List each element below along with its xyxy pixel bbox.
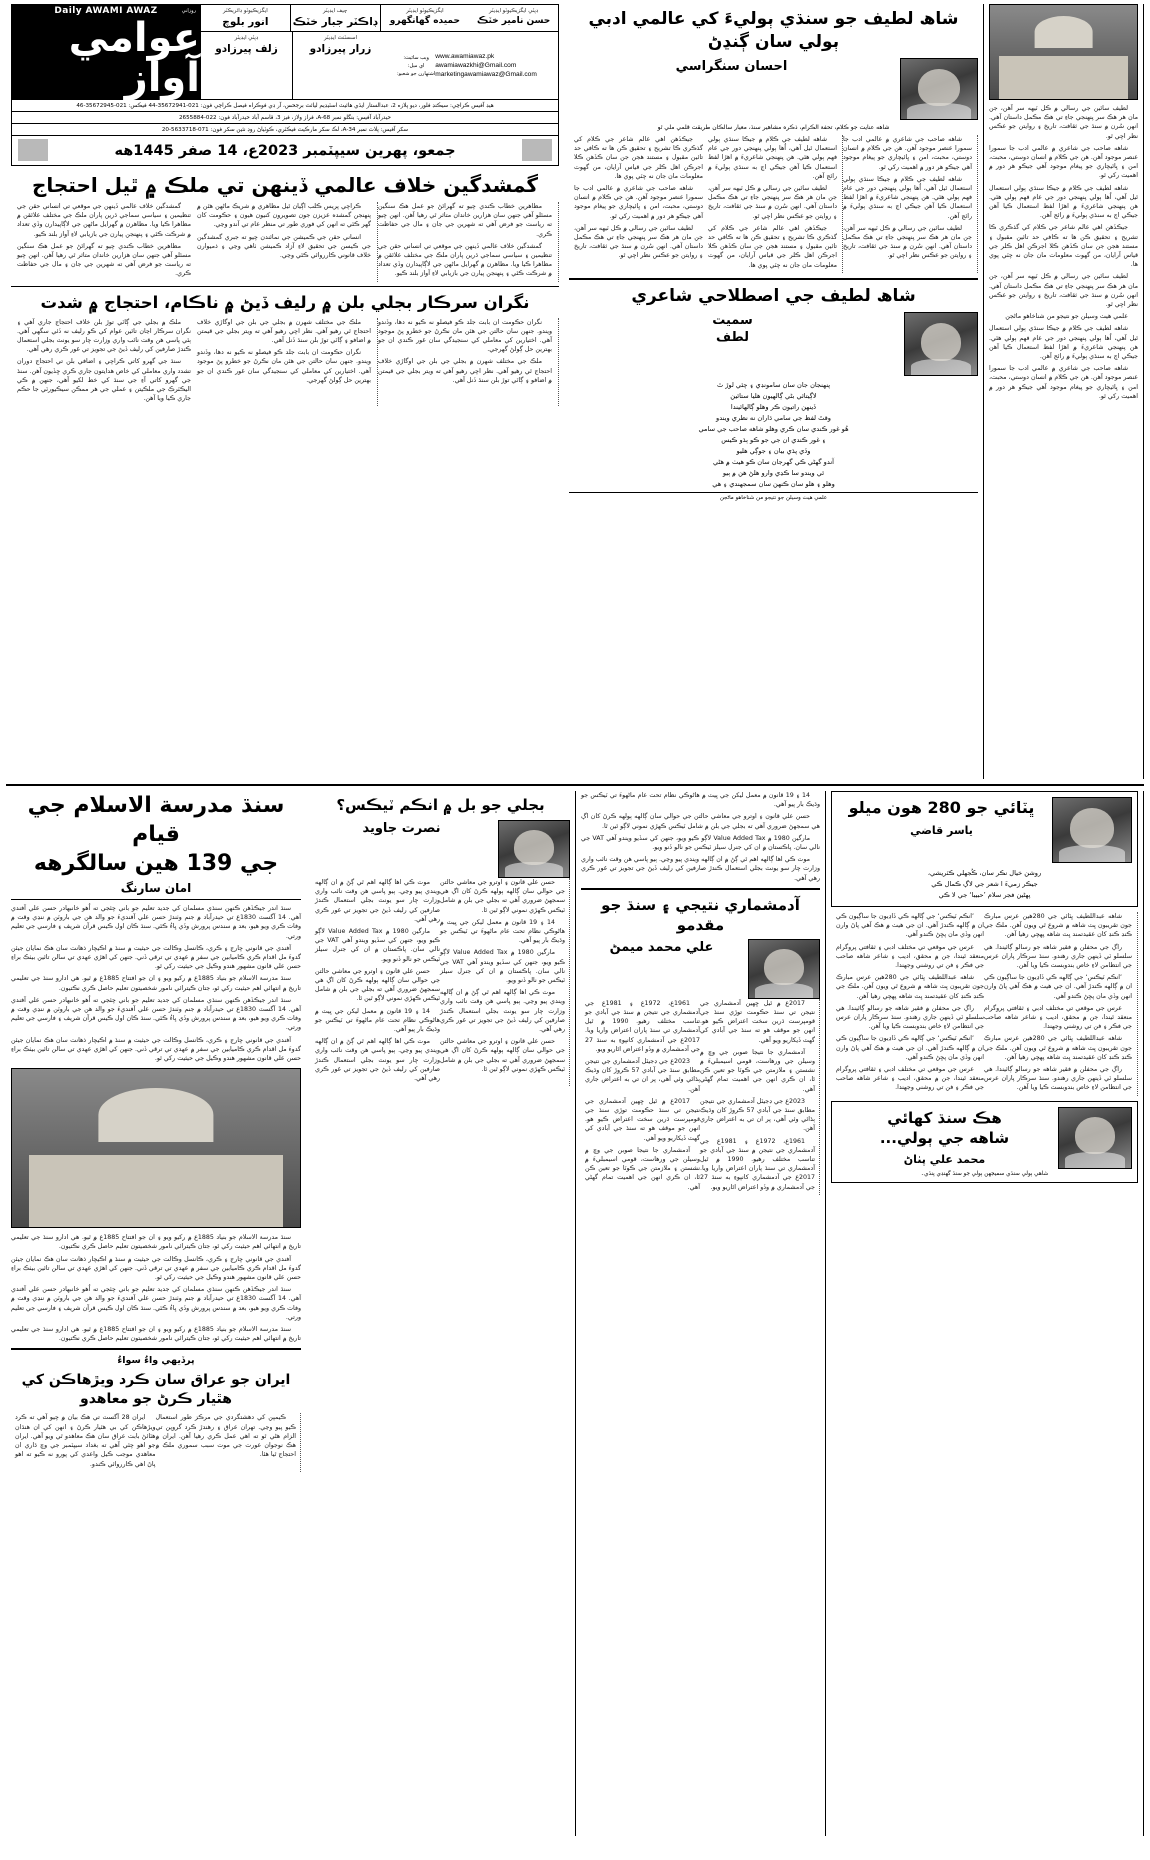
paragraph: شاهه عبداللطيف ڀٽائي جي 280هين عرس مبارڪ جون تقريبون ڀٽ شاهه ۾ شروع ٿي ويون آهن. ملڪ جي ڪنڊ ڪنڊ کان عقيدتمند ڀٽ شاهه پهچي رهيا آهن. xyxy=(836,974,984,1000)
poem-line: وقتَ لفظ جي سامي ڌاران نه نظري ويندو xyxy=(716,413,831,422)
staff-role: ڊپٽي ايگزيڪيوٽو ايڊيٽر xyxy=(489,8,539,14)
lead-col-3 xyxy=(378,202,559,282)
marketing-email[interactable]: marketingawamiawaz@Gmail.com xyxy=(435,71,537,78)
staff-name: زرار پيرزادو xyxy=(309,43,372,55)
paragraph: شاهه عبداللطيف ڀٽائي جي 280هين عرس مبارڪ جون تقريبون ڀٽ شاهه ۾ شروع ٿي ويون آهن. ملڪ جي ڪنڊ ڪنڊ کان عقيدتمند ڀٽ شاهه پهچي رهيا آهن. xyxy=(984,1035,1132,1061)
divider xyxy=(11,286,559,287)
paragraph: 2017ع ۾ ٿيل ڇهين آدمشماري جي نتيجن تي سنڌ حڪومت توڙي سنڌ جي قومپرست ڌرين سخت اعتراض ڪيو هو. انهن جو موقف هو ته سنڌ جي آبادي کي گهٽ ڏيکاريو ويو آهي. xyxy=(700,999,815,1044)
divider xyxy=(581,888,820,890)
website-label: ويب سائيٽ: xyxy=(403,54,429,61)
lead-headline[interactable]: گمشدگين خلاف عالمي ڏينهن تي ملڪ ۾ ٿيل احتجاج xyxy=(31,173,539,197)
paragraph: ’انڪم ٽيڪس‘ جي ڳالهه ڪي ڏاڍيون جا ساڳيون ڪي ان ۾ ڳالهه ڪندڙ آهي. ان جي هيٺ ۾ هڪ آهي پاڻ وارن انهن وڏي مان پڇڻ ڪندو آهي. xyxy=(836,1035,984,1061)
lead-col-1 xyxy=(11,202,191,282)
paragraph: سنڌ اندر جيڪڏهن ڪنهن سنڌي مسلمان کي جديد تعليم جو باني چئجي ته اُهو خانبهادر حسن علي آفندي آهي. 14 آگسٽ 1830ع تي حيدرآباد ۾ جنم وٺندڙ حسن علي آفنديءَ جو والد هن جي باروٽن ۾ ننڍي وقت ۾ وفات ڪري ويو هيو، بعد ۾ سندس پرورش وڏي ڀاءُ ڪئي. سنڌ ڪان اول ڪيس قرآن شريف ۽ فارسي جي تعليم ورتي. xyxy=(11,996,301,1032)
paragraph: انساني حقن جي ڪميشن جي نمائندن چيو ته جبري گمشدگين جي ڪيسن جي تحقيق لاءِ آزاد ڪميشن ٺاهي وڃي ۽ ذميوارن خلاف قانوني ڪارروائي ڪئي وڃي. xyxy=(197,233,371,260)
dateline-band xyxy=(11,136,559,166)
paragraph: مارگين 1980 ۾ Value Added Tax لاڳو ڪيو ويو، جنهن کي سڏيو ويندو آهي VAT جي نالي سان. پاڪستان ۾ ان کي جنرل سيلز ٽيڪس جو نالو ڏنو ويو. xyxy=(315,928,440,963)
feature4-headline[interactable]: آدمشماري نتيجي ۽ سنڌ جو مقدمو xyxy=(601,895,800,934)
top-section xyxy=(6,4,1144,779)
paragraph: شاهه صاحب جي شاعري ۾ عالمي ادب جا سمورا عنصر موجود آهن. هن جي ڪلام ۾ انسان دوستي، محبت، امن ۽ ڀائيچاري جو پيغام موجود آهي جيڪو هر دور ۾ اهميت رکي ٿو. xyxy=(989,365,1138,400)
paragraph: شاهه لطيف جي ڪلام ۾ جيڪا سنڌي ٻولي استعمال ٿيل آهي، اُها ٻولي پنهنجي دور جي عام فهم ٻولي هئي. هن پنهنجي شاعريءَ ۾ اهڙا لفظ استعمال ڪيا آهن جيڪي اڄ به سنڌي ٻوليءَ ۾ رائج آهن. xyxy=(989,325,1138,361)
feature2-author-line1: سميت xyxy=(712,312,753,328)
newspaper-logo xyxy=(12,5,200,99)
paragraph: شاهه لطيف جي ڪلام ۾ جيڪا سنڌي ٻولي استعمال ٿيل آهي، اُها ٻولي پنهنجي دور جي عام فهم ٻولي هئي. هن پنهنجي شاعريءَ ۾ اهڙا لفظ استعمال ڪيا آهن جيڪي اڄ به سنڌي ٻوليءَ ۾ رائج آهن. xyxy=(989,184,1138,220)
masthead xyxy=(11,4,559,100)
staff-name: حسن نامير خٽڪ xyxy=(477,16,551,26)
publication-date: جمعو، پهرين سيپٽمبر 2023ع، 14 صفر 1445هه xyxy=(114,142,456,159)
bhitai-head-row xyxy=(837,797,1132,863)
sukkur-office-address: سکر آفيس: پلاٽ نمبر A-34، لڪ سکر مارڪيٽ فيڪٽري، ڪوٽياڻ روڊ نئين سکر فون: 071-5633718-20 xyxy=(12,123,558,135)
staff-role: ڊپٽي ايڊيٽر xyxy=(234,35,259,41)
feature5-headline[interactable]: ڀٽائي جو 280 هون ميلو xyxy=(848,798,1035,817)
feature2-author-line2: لطف xyxy=(715,329,750,345)
bhitai-title-block xyxy=(837,797,1046,839)
feature6-caption: شاهي ٻولي سنڌي سميجهن ٻولي جو سنڌ گهنڊي پنڌي۔ xyxy=(920,1170,1049,1177)
madrasa-byline: امان سارنگ xyxy=(120,881,192,895)
address-block xyxy=(11,100,559,136)
madrasa-headline-line1[interactable]: سنڌ مدرسة الاسلام جي قيام xyxy=(27,793,285,847)
feature3-author-photo xyxy=(498,820,570,878)
staff-name: حميده گهانگهرو xyxy=(389,16,460,26)
feature5-col-1 xyxy=(831,912,984,1096)
bijli-column xyxy=(306,791,576,1836)
feature3-col-2 xyxy=(440,878,570,1086)
paragraph: ’انڪم ٽيڪس‘ جي ڳالهه ڪي ڏاڍيون جا ساڳيون ڪي ان ۾ ڳالهه ڪندڙ آهي. ان جي هيٺ ۾ هڪ آهي پاڻ وارن انهن وڏي مان پڇڻ ڪندو آهي. xyxy=(836,913,984,939)
paragraph: حسن علي قانون ۽ اوترو جي معاشي حالتن جي حوالي سان ڳالهه ٻولهه ڪرڻ کان اڳ هي سمجهڻ ضروري آهي ته بجلي جي بلن ۾ شامل ٽيڪس ڪهڙي نموني لاڳو ٿين ٿا. xyxy=(315,967,440,1003)
paragraph: 14 ۽ 19 قانون ۾ معمل ليکن جي ڀيٽ ۾ هاڻوڪي نظام تحت عام ماڻهوءَ تي ٽيڪس جو وڌيڪ بار پيو آهي. xyxy=(581,792,820,809)
feature4-body xyxy=(581,999,820,1195)
feature1-col-3 xyxy=(843,135,978,273)
foreign-col-1 xyxy=(11,1413,156,1471)
website-url[interactable]: www.awamiawaz.pk xyxy=(435,53,495,60)
poem-line: روشن خيال نڪر سان، ڪُجهلي ڪٽريشي، xyxy=(927,869,1042,877)
staff-role: اسسٽنٽ ايڊيٽر xyxy=(323,35,357,41)
poem-line: ۽ غور ڪندي ان جي جو ڪو ٻڌو ڪيس xyxy=(721,435,826,444)
paragraph: آدمشماري جا نتيجا صوبن جي وچ ۾ وسيلن جي ورهاست، قومي اسيمبليءَ ۾ نشستن ۽ ملازمتن جي ڪوٽا جو تعين ڪن ٿا، ان ڪري انهن جي اهميت تمام گهڻي آهي. xyxy=(700,1048,815,1093)
shah-boli-head-row xyxy=(837,1107,1132,1169)
feature5-author-photo xyxy=(1052,797,1132,863)
paragraph: راڳ جي محفلن ۾ فقير شاهه جو رسالو ڳائيندا. هي سلسلو ٽي ڏينهن جاري رهندو. سنڌ سرڪار پاران عرس جي انتظامن لاءِ خاص بندوبست ڪيا ويا آهن. xyxy=(836,1004,984,1031)
date-left-block xyxy=(18,139,48,161)
paragraph: شاهه صاحب جي شاعري ۾ عالمي ادب جا سمورا عنصر موجود آهن. هن جي ڪلام ۾ انسان دوستي، محبت، امن ۽ ڀائيچاري جو پيغام موجود آهي جيڪو هر دور ۾ اهميت رکي ٿو. xyxy=(843,136,972,171)
news-column xyxy=(6,4,564,779)
paragraph: 1961ع، 1972ع ۽ 1981ع جي آدمشماري جي نتيجن ۾ سنڌ جي آبادي جو تناسب مختلف رهيو. 1990 ۾ ٿيل آدمشماري تي سنڌ پاران اعتراض واريا ويا. 2017ع جي آدمشماري کانپوءِ به سنڌ 27 جي آدمشماري ۾ وڏو اعتراض اٿاريو ويو. xyxy=(700,1137,815,1191)
paragraph: شاهه لطيف جي ڪلام ۾ جيڪا سنڌي ٻولي استعمال ٿيل آهي، اُها ٻولي پنهنجي دور جي عام فهم ٻولي هئي. هن پنهنجي شاعريءَ ۾ اهڙا لفظ استعمال ڪيا آهن جيڪي اڄ به سنڌي ٻوليءَ ۾ رائج آهن. xyxy=(843,175,972,220)
poem-line: ٿي ويندو سا ڪڍي وارو هلڻ هن ۾ ٻيو xyxy=(722,468,825,477)
paragraph: ’انڪم ٽيڪس‘ جي ڳالهه ڪي ڏاڍيون جا ساڳيون ڪي ان ۾ ڳالهه ڪندڙ آهي. ان جي هيٺ ۾ هڪ آهي پاڻ وارن انهن وڏي مان پڇڻ ڪندو آهي. xyxy=(984,974,1132,1000)
staff-exec-director xyxy=(200,5,290,31)
paragraph: گمشدگين خلاف عالمي ڏينهن جي موقعي تي انساني حقن جي تنظيمين ۽ سياسي سماجي ڌرين پاران ملڪ جي مختلف علائقن ۾ مظاهرا ڪيا ويا. مظاهرن ۾ گهرايل ماڻهن جي لاڳاپيدارن وڏي تعداد ۾ شرڪت ڪئي ۽ پنهنجن پيارن جي بازيابي لاءِ آواز بلند ڪيو. xyxy=(17,203,191,238)
paragraph: عرس جي موقعي تي مختلف ادبي ۽ ثقافتي پروگرام منعقد ٿيندا، جن ۾ محقق، اديب ۽ شاعر شاهه صاحب جي فڪر ۽ فن تي روشني وجهندا. xyxy=(836,943,984,970)
paragraph: 14 ۽ 19 قانون ۾ معمل ليکن جي ڀيٽ ۾ هاڻوڪي نظام تحت عام ماڻهوءَ تي ٽيڪس جو وڌيڪ بار پيو آهي. xyxy=(440,918,565,945)
second-headline[interactable]: نگران سرڪار بجلي بلن ۾ رليف ڏيڻ ۾ ناڪام، احتجاج ۾ شدت xyxy=(40,292,530,312)
feature4-col-1 xyxy=(581,999,700,1195)
paragraph: آفندي جي قانوني چارج ۽ ڪري، ڪانسل وڪالت جي حيثيت ۾ سنڌ ۾ اڪيچار ذهانت سان هڪ نمايان جيئن گدوءَ مل اقدام ڪري ڪاميابين جي سفر ۾ عهدي تي ترقي ڏني. جنهن کي اهڙي عهدي تي سالن تائين بيٺڪ براءِ حسن علي قانون مشهور هندو وڪيل جي حيثيت رکي ٿو. xyxy=(11,1036,301,1063)
lead-col-2 xyxy=(191,202,378,282)
paragraph: ملڪ جي مختلف شهرن ۾ بجلي جي بلن جي اوگاڙي خلاف احتجاج ٿي رهيو آهي. نظر اچي رهيو آهي ته ويتر بجلي جي قيمتن ۾ اضافو ۽ ڳاٽي توڙ بلن سنڌ ڏنل آهي. xyxy=(197,318,371,345)
shah-boli-title-block xyxy=(837,1108,1052,1168)
paragraph: مارگين 1980 ۾ Value Added Tax لاڳو ڪيو ويو، جنهن کي سڏيو ويندو آهي VAT جي نالي سان. پاڪستان ۾ ان کي جنرل سيلز ٽيڪس جو نالو ڏنو ويو. xyxy=(581,834,820,852)
paragraph: موٽ ڪي اها ڳالهه اهم ٿي ڳڻ ۾ ان ڳالهه ويندي پيو وڃي. ٻيو پاسي هن وقت نائب واري وزارت چار سو يونٽ بجلي استعمال ڪندڙ صارفين کي رليف ڏيڻ جي تجويز تي غور ڪري رهي آهي. xyxy=(440,989,565,1034)
feature1-body xyxy=(569,135,978,273)
paragraph: موٽ ڪي اها ڳالهه اهم ٿي ڳڻ ۾ ان ڳالهه ويندي پيو وڃي. ٻيو پاسي هن وقت نائب واري وزارت چار سو يونٽ بجلي استعمال ڪندڙ صارفين کي رليف ڏيڻ جي تجويز تي غور ڪري رهي آهي. xyxy=(581,856,820,882)
head-office-address: هيڊ آفيس ڪراچي: سيڪنڊ فلور، ديو پلازه 2، عبدالستار ايڌي هائيٽ اسٽيڊيم ليائٽ برجحس، آر ڊي فوڪراه فيصل ڪراچي فون: 021-35672941-44 فيڪس: 021-35672945-46 xyxy=(76,102,494,109)
madrasa-body-2 xyxy=(11,1233,301,1343)
census-top-body xyxy=(581,791,820,883)
feature4-author: علي محمد ميمڻ xyxy=(609,939,714,955)
feature1-author-photo xyxy=(900,58,978,120)
section-divider xyxy=(6,784,1144,786)
paragraph: 1961ع، 1972ع ۽ 1981ع جي آدمشماري جي نتيجن ۾ سنڌ جي آبادي جو تناسب مختلف رهيو. 1990 ۾ ٿيل آدمشماري تي سنڌ پاران اعتراض واريا ويا. 2017ع جي آدمشماري کانپوءِ به سنڌ 27 جي آدمشماري ۾ وڏو اعتراض اٿاريو ويو. xyxy=(585,999,700,1053)
madrasa-column xyxy=(6,791,306,1836)
census-column xyxy=(576,791,826,1836)
feature1-col-2 xyxy=(703,135,843,273)
feature3-head-row xyxy=(311,820,570,878)
poem-line: جيڪر زميءَ ا شعر جي لاڳ ڪمال ڪي xyxy=(931,880,1038,888)
paragraph: شاهه لطيف جي ڪلام ۾ جيڪا سنڌي ٻولي استعمال ٿيل آهي، اُها ٻولي پنهنجي دور جي عام فهم ٻولي هئي. هن پنهنجي شاعريءَ ۾ اهڙا لفظ استعمال ڪيا آهن جيڪي اڄ به سنڌي ٻوليءَ ۾ رائج آهن. xyxy=(708,136,837,180)
feature2-author-block xyxy=(569,312,896,346)
poem-line: وهلو ۽ هلو سان ڪنهن سان سمجهندي ۽ هي xyxy=(712,479,835,488)
paragraph: عرس جي موقعي تي مختلف ادبي ۽ ثقافتي پروگرام منعقد ٿيندا، جن ۾ محقق، اديب ۽ شاعر شاهه صاحب جي فڪر ۽ فن تي روشني وجهندا. xyxy=(984,1004,1132,1031)
feature6-headline-line1[interactable]: هڪ سنڌ کھائي xyxy=(887,1108,1002,1127)
email-label: اي ميل: xyxy=(407,62,425,69)
masthead-staff-area xyxy=(200,5,558,99)
foreign-body xyxy=(11,1413,301,1471)
poem-line: لاڳيتائي بڻي ڳالهيون هليا ستائين xyxy=(730,391,817,400)
paragraph: نگران حڪومت ان بابت جلد ڪو فيصلو نه ڪيو نه دها، وڏندو ويندو. جنهن سان حالتن جي هٿن مان نڪرڻ جو خطرو پڻ موجود آهي. اختيارين کي معاملي کي سنجيدگي سان غور ڪندي ان جو بهترين حل ڳولڻ گهرجي. xyxy=(197,349,371,384)
left-col-body xyxy=(989,104,1138,401)
paragraph: ايران 28 آگسٽ تي هڪ بيان ۾ چيو آهي ته ڪرد ويڙهاڪن کي بي هٿيار ڪرڻ ۽ انهن کي ان هنڌان هٽائڻ بابت عراق سان هڪ معاهدو ٿي ويو آهي. ايران جو اهو چئي آهي ته بغداد سيپٽمبر جي وچ ڌاري ان معاهدي موجب ڪيل واعدي کي پورو نه ڪيو ته اهو پاڻ اهي ڪارروائي ڪندو. xyxy=(15,1414,156,1468)
paragraph: حسن علي قانون ۽ اوترو جي معاشي حالتن جي حوالي سان ڳالهه ٻولهه ڪرڻ کان اڳ هي سمجهڻ ضروري آهي ته بجلي جي بلن ۾ شامل ٽيڪس ڪهڙي نموني لاڳو ٿين ٿا. xyxy=(440,1038,565,1073)
poem-line: پهڻين فجر سلام ’حبيبا‘ جي لا ڪي xyxy=(938,891,1031,899)
staff-executive-editor xyxy=(380,5,470,31)
foreign-kicker: پرڏيهي واءُ سواءُ xyxy=(117,1355,195,1367)
paragraph: سنڌ اندر جيڪڏهن ڪنهن سنڌي مسلمان کي جديد تعليم جو باني چئجي ته اُهو خانبهادر حسن علي آفندي آهي. 14 آگسٽ 1830ع تي حيدرآباد ۾ جنم وٺندڙ حسن علي آفنديءَ جو والد هن جي باروٽن ۾ ننڍي وقت ۾ وفات ڪري ويو هيو، بعد ۾ سندس پرورش وڏي ڀاءُ ڪئي. سنڌ ڪان اول ڪيس قرآن شريف ۽ فارسي جي تعليم ورتي. xyxy=(11,905,301,940)
bhitai-column xyxy=(826,791,1144,1836)
paragraph: سنڌ جي گهرو کاتي ڪراچي ۽ اضافي بلن تي احتجاج دوران تشدد واري معاملي کي خاص هدايتون جاري ڪري ڇڏيون آهن. سنڌ جي گهرو کاتي آءِ جي سنڌ کي خط لکيو آهي، جنهن ۾ ڪي اليڪٽرڪ جي ملڪيتن ۽ عملي جي هر ممڪن سيڪيورٽي جا حڪم جاري ڪيا ويا آهن. xyxy=(17,358,191,403)
feature3-col-1 xyxy=(311,878,440,1086)
madrasa-headline-line2[interactable]: جي 139 هين سالگرهه xyxy=(33,851,279,876)
paragraph: راڳ جي محفلن ۾ فقير شاهه جو رسالو ڳائيندا. هي سلسلو ٽي ڏينهن جاري رهندو. سنڌ سرڪار پاران عرس جي انتظامن لاءِ خاص بندوبست ڪيا ويا آهن. xyxy=(984,1066,1132,1092)
paragraph: لطيف سائين جي رسالي ۾ ڪل ٽيهه سر آهن، جن مان هر هڪ سر پنهنجي جاءِ تي هڪ مڪمل داستان آهي. انهن سُرن ۾ سنڌ جي ثقافت، تاريخ ۽ روايتن جو عڪس نظر اچي ٿو. xyxy=(843,224,972,260)
feature2-headline[interactable]: شاھ لطيف جي اصطلاحي شاعري xyxy=(631,285,916,306)
feature2-footer: علمي هيٺ وسيلن جو نتيجو من شناخاهو ماڻجن xyxy=(569,492,978,501)
paragraph: آفندي جي قانوني چارج ۽ ڪري، ڪانسل وڪالت جي حيثيت ۾ سنڌ ۾ اڪيچار ذهانت سان هڪ نمايان جيئن گدوءَ مل اقدام ڪري ڪاميابين جي سفر ۾ عهدي تي ترقي ڏني. جنهن کي اهڙي عهدي تي سالن تائين بيٺڪ براءِ حسن علي قانون مشهور هندو وڪيل جي حيثيت رکي ٿو. xyxy=(11,1255,301,1282)
paragraph: آفندي جي قانوني چارج ۽ ڪري، ڪانسل وڪالت جي حيثيت ۾ سنڌ ۾ اڪيچار ذهانت سان هڪ نمايان جيئن گدوءَ مل اقدام ڪري ڪاميابين جي سفر ۾ عهدي تي ترقي ڏني. جنهن کي اهڙي عهدي تي سالن تائين بيٺڪ براءِ حسن علي قانون مشهور هندو وڪيل جي حيثيت رکي ٿو. xyxy=(11,944,301,971)
paragraph: موٽ ڪي اها ڳالهه اهم ٿي ڳڻ ۾ ان ڳالهه ويندي پيو وڃي. ٻيو پاسي هن وقت نائب واري وزارت چار سو يونٽ بجلي استعمال ڪندڙ صارفين کي رليف ڏيڻ جي تجويز تي غور ڪري رهي آهي. xyxy=(315,1038,440,1083)
paragraph: حسن علي قانون ۽ اوترو جي معاشي حالتن جي حوالي سان ڳالهه ٻولهه ڪرڻ کان اڳ هي سمجهڻ ضروري آهي ته بجلي جي بلن ۾ شامل ٽيڪس ڪهڙي نموني لاڳو ٿين ٿا. xyxy=(581,813,820,830)
staff-name: ڊاڪٽر جبار خٽڪ xyxy=(292,16,378,28)
feature1-col-1 xyxy=(569,135,703,273)
feature2-poem xyxy=(569,380,978,489)
feature-column-latif xyxy=(564,4,984,779)
paragraph: ملڪ جي مختلف شهرن ۾ بجلي جي بلن جي اوگاڙي خلاف احتجاج ٿي رهيو آهي. نظر اچي رهيو آهي ته ويتر بجلي جي قيمتن ۾ اضافو ۽ ڳاٽي توڙ بلن سنڌ ڏنل آهي. xyxy=(378,358,552,384)
paragraph: عرس جي موقعي تي مختلف ادبي ۽ ثقافتي پروگرام منعقد ٿيندا، جن ۾ محقق، اديب ۽ شاعر شاهه صاحب جي فڪر ۽ فن تي روشني وجهندا. xyxy=(836,1066,984,1092)
poem-line: پنهنجان جان سان سامونڊي ۽ چئي لوڙ ٿ xyxy=(716,380,831,389)
paragraph: 14 ۽ 19 قانون ۾ معمل ليکن جي ڀيٽ ۾ هاڻوڪي نظام تحت عام ماڻهوءَ تي ٽيڪس جو وڌيڪ بار پيو آهي. xyxy=(315,1007,440,1034)
paragraph: علمي هيٺ وسيلن جو نتيجو من شناخاهو ماڻجن xyxy=(1005,313,1128,321)
paragraph: حسن علي قانون ۽ اوترو جي معاشي حالتن جي حوالي سان ڳالهه ٻولهه ڪرڻ کان اڳ هي سمجهڻ ضروري آهي ته بجلي جي بلن ۾ شامل ٽيڪس ڪهڙي نموني لاڳو ٿين ٿا. xyxy=(440,879,565,914)
paragraph: جيڪڏهن اهي عالم شاعر جي ڪلام کي گذڪري ڪا تشريح ۽ تحقيق ڪن ها ته ڪافي حد تائين مقبول ۽ مستند هجن جن سان ڪڏهن ڪلا اجرڪن اهل ڪلر جي قياس آرايان، من گهوٽ معلومات مان جان نه چٽي پوي ها. xyxy=(574,136,703,180)
second-body xyxy=(11,318,559,407)
feature4-author-photo xyxy=(748,939,820,999)
staff-chief-editor xyxy=(290,5,380,31)
bottom-section xyxy=(6,791,1144,1836)
feature6-headline-line2[interactable]: شاهه جي ٻولي... xyxy=(879,1128,1010,1147)
paragraph: مظاهرين خطاب ڪندي چيو ته گهرائڻ جو عمل هڪ سنگين مسئلو آهي جنهن سان هزارين خاندان متاثر ٿي رهيا آهن. انهن چيو ته رياست جو فرض آهي ته شهرين جي جان ۽ مال جي حفاظت ڪري. xyxy=(17,242,191,278)
ads-label: اشتهارن جو شعبو: xyxy=(397,70,436,77)
divider xyxy=(11,1348,301,1350)
paragraph: لطيف سائين جي رسالي ۾ ڪل ٽيهه سر آهن، جن مان هر هڪ سر پنهنجي جاءِ تي هڪ مڪمل داستان آهي. انهن سُرن ۾ سنڌ جي ثقافت، تاريخ ۽ روايتن جو عڪس نظر اچي ٿو. xyxy=(574,224,703,260)
paragraph: سنڌ مدرسة الاسلام جو بنياد 1885ع ۾ رکيو ويو ۽ ان جو افتتاح 1885ع ۾ ٿيو. هي ادارو سنڌ جي تعليمي تاريخ ۾ انتهائي اهم حيثيت رکي ٿو، جتان ڪيترائي نامور شخصيتون تعليم حاصل ڪري نڪتيون. xyxy=(11,975,301,992)
date-right-block xyxy=(522,139,552,161)
divider xyxy=(569,278,978,280)
paragraph: 2017ع ۾ ٿيل ڇهين آدمشماري جي نتيجن تي سنڌ حڪومت توڙي سنڌ جي قومپرست ڌرين سخت اعتراض ڪيو هو. انهن جو موقف هو ته سنڌ جي آبادي کي گهٽ ڏيکاريو ويو آهي. xyxy=(585,1097,700,1142)
feature3-headline[interactable]: بجلي جو بل ۾ انڪم ٽيڪس؟ xyxy=(336,796,545,814)
staff-row-2 xyxy=(200,32,558,99)
staff-deputy-editor xyxy=(200,32,292,99)
feature6-author: محمد علي پٺاڻ xyxy=(903,1152,986,1166)
email-address[interactable]: awamiawazkhi@Gmail.com xyxy=(435,62,517,69)
paragraph: سنڌ مدرسة الاسلام جو بنياد 1885ع ۾ رکيو ويو ۽ ان جو افتتاح 1885ع ۾ ٿيو. هي ادارو سنڌ جي تعليمي تاريخ ۾ انتهائي اهم حيثيت رکي ٿو، جتان ڪيترائي نامور شخصيتون تعليم حاصل ڪري نڪتيون. xyxy=(11,1234,301,1251)
feature3-author-block xyxy=(311,820,492,837)
feature4-col-2 xyxy=(700,999,820,1195)
mosque-photo xyxy=(989,4,1138,100)
poem-line: وڏي پڌي بيان ۽ جوڳي هليو xyxy=(736,446,811,455)
staff-role: چيف ايڊيٽر xyxy=(323,8,348,14)
contact-labels xyxy=(397,54,435,78)
paragraph: شاهه عبداللطيف ڀٽائي جي 280هين عرس مبارڪ جون تقريبون ڀٽ شاهه ۾ شروع ٿي ويون آهن. ملڪ جي ڪنڊ ڪنڊ کان عقيدتمند ڀٽ شاهه پهچي رهيا آهن. xyxy=(984,913,1132,939)
bhitai-feature-box xyxy=(831,791,1138,907)
paragraph: جيڪڏهن اهي عالم شاعر جي ڪلام کي گذڪري ڪا تشريح ۽ تحقيق ڪن ها ته ڪافي حد تائين مقبول ۽ مستند هجن جن سان ڪڏهن ڪلا اجرڪن اهل ڪلر جي قياس آرايان، من گهوٽ معلومات مان جان نه چٽي پوي ها. xyxy=(708,224,837,269)
paragraph: ملڪ ۾ بجلي جي ڳاٽي توڙ بلن خلاف احتجاج جاري آهي ۽ نگران سرڪار اڃان تائين عوام کي ڪو رليف نه ڏئي سگهي آهي. ٻئي پاسي هن وقت نائب واري وزارت چار سو يونٽ بجلي استعمال ڪندڙ صارفين کي رليف ڏيڻ جي تجويز تي غور ڪري رهي آهي. xyxy=(17,318,191,354)
feature5-author: ياسر قاضي xyxy=(910,824,973,837)
staff-deputy-executive-editor xyxy=(469,5,558,31)
staff-assistant-editor xyxy=(292,32,388,99)
staff-name: انور بلوچ xyxy=(222,16,269,28)
second-col-2 xyxy=(191,318,378,407)
lead-body xyxy=(11,202,559,282)
paragraph: گمشدگين خلاف عالمي ڏينهن جي موقعي تي انساني حقن جي تنظيمين ۽ سياسي سماجي ڌرين پاران ملڪ جي مختلف علائقن ۾ مظاهرا ڪيا ويا. مظاهرن ۾ گهرايل ماڻهن جي لاڳاپيدارن وڏي تعداد ۾ شرڪت ڪئي ۽ پنهنجن پيارن جي بازيابي لاءِ آواز بلند ڪيو. xyxy=(378,242,552,278)
feature5-poem xyxy=(837,868,1132,900)
paragraph: 2023ع جي ڊجيٽل آدمشماري جي نتيجن مطابق سنڌ جي آبادي 57 ڪروڙ کان وڌيڪ ٻڌائي وئي آهي، پر ان تي به اعتراض جاري آهن. xyxy=(700,1097,815,1133)
paragraph: موٽ ڪي اها ڳالهه اهم ٿي ڳڻ ۾ ان ڳالهه ويندي پيو وڃي. ٻيو پاسي هن وقت نائب واري وزارت چار سو يونٽ بجلي استعمال ڪندڙ صارفين کي رليف ڏيڻ جي تجويز تي غور ڪري رهي آهي. xyxy=(315,879,440,923)
staff-role: ايگزيڪيوٽو ڊائريڪٽر xyxy=(223,8,268,14)
divider xyxy=(11,899,301,900)
feature6-author-photo xyxy=(1058,1107,1132,1169)
logo-tagline: روزاني xyxy=(181,8,196,14)
feature3-author: نصرت جاويد xyxy=(362,821,441,836)
shah-boli-box xyxy=(831,1101,1138,1183)
second-col-3 xyxy=(378,318,559,407)
feature1-subhead: شاهه عنايت جو ڪلام، تحفة الڪرام، ذڪره مشاهير سنڌ، معيار سالڪان طريقت قلمي ملي ٿو xyxy=(657,124,890,131)
feature3-body xyxy=(311,878,570,1086)
contact-block xyxy=(388,32,558,99)
paragraph: شاهه صاحب جي شاعري ۾ عالمي ادب جا سمورا عنصر موجود آهن. هن جي ڪلام ۾ انسان دوستي، محبت، امن ۽ ڀائيچاري جو پيغام موجود آهي جيڪو هر دور ۾ اهميت رکي ٿو. xyxy=(574,185,703,220)
feature1-head-row xyxy=(569,58,978,120)
poem-line: هُو غور ڪندي سان ڪري وهلو شاهه صاحب جي سامي xyxy=(698,424,849,433)
paragraph: شاهه صاحب جي شاعري ۾ عالمي ادب جا سمورا عنصر موجود آهن. هن جي ڪلام ۾ انسان دوستي، محبت، امن ۽ ڀائيچاري جو پيغام موجود آهي جيڪو هر دور ۾ اهميت رکي ٿو. xyxy=(989,144,1138,180)
madrasa-body xyxy=(11,904,301,1063)
staff-role: ايگزيڪيوٽو ايڊيٽر xyxy=(406,8,444,14)
foreign-col-2 xyxy=(156,1413,302,1471)
second-col-1 xyxy=(11,318,191,407)
feature4-author-block xyxy=(581,939,742,956)
contact-values xyxy=(435,52,537,79)
paragraph: مارگين 1980 ۾ Value Added Tax لاڳو ڪيو ويو، جنهن کي سڏيو ويندو آهي VAT جي نالي سان. پاڪستان ۾ ان کي جنرل سيلز ٽيڪس جو نالو ڏنو ويو. xyxy=(440,949,565,985)
feature5-col-2 xyxy=(984,912,1138,1096)
feature2-author-photo xyxy=(904,312,978,376)
feature5-body xyxy=(831,912,1138,1096)
paragraph: سنڌ مدرسة الاسلام جو بنياد 1885ع ۾ رکيو ويو ۽ ان جو افتتاح 1885ع ۾ ٿيو. هي ادارو سنڌ جي تعليمي تاريخ ۾ انتهائي اهم حيثيت رکي ٿو، جتان ڪيترائي نامور شخصيتون تعليم حاصل ڪري نڪتيون. xyxy=(11,1326,301,1343)
paragraph: 2023ع جي ڊجيٽل آدمشماري جي نتيجن مطابق سنڌ جي آبادي 57 ڪروڙ کان وڌيڪ ٻڌائي وئي آهي، پر ان تي به اعتراض جاري آهن. xyxy=(585,1058,700,1093)
poem-line: آندو گهڻي ڪي گهرجان سان ڪو هيٺ ۾ هڻي xyxy=(713,457,834,466)
paragraph: لطيف سائين جي رسالي ۾ ڪل ٽيهه سر آهن، جن مان هر هڪ سر پنهنجي جاءِ تي هڪ مڪمل داستان آهي. انهن سُرن ۾ سنڌ جي ثقافت، تاريخ ۽ روايتن جو عڪس نظر اچي ٿو. xyxy=(989,105,1138,140)
paragraph: آدمشماري جا نتيجا صوبن جي وچ ۾ وسيلن جي ورهاست، قومي اسيمبليءَ ۾ نشستن ۽ ملازمتن جي ڪوٽا جو تعين ڪن ٿا، ان ڪري انهن جي اهميت تمام گهڻي آهي. xyxy=(585,1146,700,1191)
logo-english-name: Daily AWAMI AWAZ xyxy=(54,6,158,16)
paragraph: لطيف سائين جي رسالي ۾ ڪل ٽيهه سر آهن، جن مان هر هڪ سر پنهنجي جاءِ تي هڪ مڪمل داستان آهي. انهن سُرن ۾ سنڌ جي ثقافت، تاريخ ۽ روايتن جو عڪس نظر اچي ٿو. xyxy=(989,273,1138,309)
logo-urdu-name: عوامي آواز xyxy=(68,15,200,101)
paragraph: ڪيمپن کي دهشتگردي جي مرڪز طور استعمال ڪيو پيو وڃي. تهران عراق ۽ رهندڙ ڪرد گروپن تي الزام هڻي ٿو ته اهي عمل ڪري رهيا آهن. ايران ۾ هڪ نوجوان عورت جي موت سبب سموري ملڪ ۾ احتجاج ٿيا هئا. xyxy=(155,1414,296,1459)
staff-row-1 xyxy=(200,5,558,32)
paragraph: لطيف سائين جي رسالي ۾ ڪل ٽيهه سر آهن، جن مان هر هڪ سر پنهنجي جاءِ تي هڪ مڪمل داستان آهي. انهن سُرن ۾ سنڌ جي ثقافت، تاريخ ۽ روايتن جو عڪس نظر اچي ٿو. xyxy=(708,185,837,220)
feature4-head-row xyxy=(581,939,820,999)
feature1-headline[interactable]: شاھ لطيف جو سنڌي ٻوليءَ کي عالمي ادبي ٻولي سان ڳنڍڻ xyxy=(588,9,959,52)
madrasa-building-photo xyxy=(11,1068,301,1228)
paragraph: ڪراچي پريس ڪلب اڳيان ٿيل مظاهري ۾ شريڪ ماڻهن هٿن ۾ پنهنجن گمشده عزيزن جون تصويرون کنيون هيون ۽ حڪومت کان گهر ڪئي ته انهن کي فوري طور تي منظر عام تي آندو وڃي. xyxy=(197,203,371,229)
foreign-headline[interactable]: ايران جو عراق سان ڪرد ويڙهاڪن کي هٿيار ڪرڻ جو معاهدو xyxy=(21,1372,291,1408)
left-narrow-column xyxy=(984,4,1144,779)
feature2-head-row xyxy=(569,312,978,376)
feature1-author: احسان سنگراسي xyxy=(675,59,788,74)
poem-line: ڏينهن راتيون ڪر وهلو ڳالهائيندا xyxy=(730,402,817,411)
paragraph: نگران حڪومت ان بابت جلد ڪو فيصلو نه ڪيو نه دها، وڏندو ويندو. جنهن سان حالتن جي هٿن مان نڪرڻ جو خطرو پڻ موجود آهي. اختيارين کي معاملي کي سنجيدگي سان غور ڪندي ان جو بهترين حل ڳولڻ گهرجي. xyxy=(378,318,552,354)
paragraph: مظاهرين خطاب ڪندي چيو ته گهرائڻ جو عمل هڪ سنگين مسئلو آهي جنهن سان هزارين خاندان متاثر ٿي رهيا آهن. انهن چيو ته رياست جو فرض آهي ته شهرين جي جان ۽ مال جي حفاظت ڪري. xyxy=(378,203,552,238)
feature1-author-block xyxy=(569,58,894,75)
paragraph: جيڪڏهن اهي عالم شاعر جي ڪلام کي گذڪري ڪا تشريح ۽ تحقيق ڪن ها ته ڪافي حد تائين مقبول ۽ مستند هجن جن سان ڪڏهن ڪلا اجرڪن اهل ڪلر جي قياس آرايان، من گهوٽ معلومات مان جان نه چٽي پوي ها. xyxy=(989,224,1138,269)
paragraph: سنڌ اندر جيڪڏهن ڪنهن سنڌي مسلمان کي جديد تعليم جو باني چئجي ته اُهو خانبهادر حسن علي آفندي آهي. 14 آگسٽ 1830ع تي حيدرآباد ۾ جنم وٺندڙ حسن علي آفنديءَ جو والد هن جي باروٽن ۾ ننڍي وقت ۾ وفات ڪري ويو هيو، بعد ۾ سندس پرورش وڏي ڀاءُ ڪئي. سنڌ ڪان اول ڪيس قرآن شريف ۽ فارسي جي تعليم ورتي. xyxy=(11,1286,301,1321)
staff-name: زلف پيرزادو xyxy=(215,43,278,55)
paragraph: راڳ جي محفلن ۾ فقير شاهه جو رسالو ڳائيندا. هي سلسلو ٽي ڏينهن جاري رهندو. سنڌ سرڪار پاران عرس جي انتظامن لاءِ خاص بندوبست ڪيا ويا آهن. xyxy=(984,943,1132,970)
hyderabad-office-address: حيدرآباد آفيس: بنگلو نمبر A-68، فراز ولاز، فيز 3، قاسم آباد حيدرآباد فون: 022-2655884 xyxy=(12,111,558,123)
